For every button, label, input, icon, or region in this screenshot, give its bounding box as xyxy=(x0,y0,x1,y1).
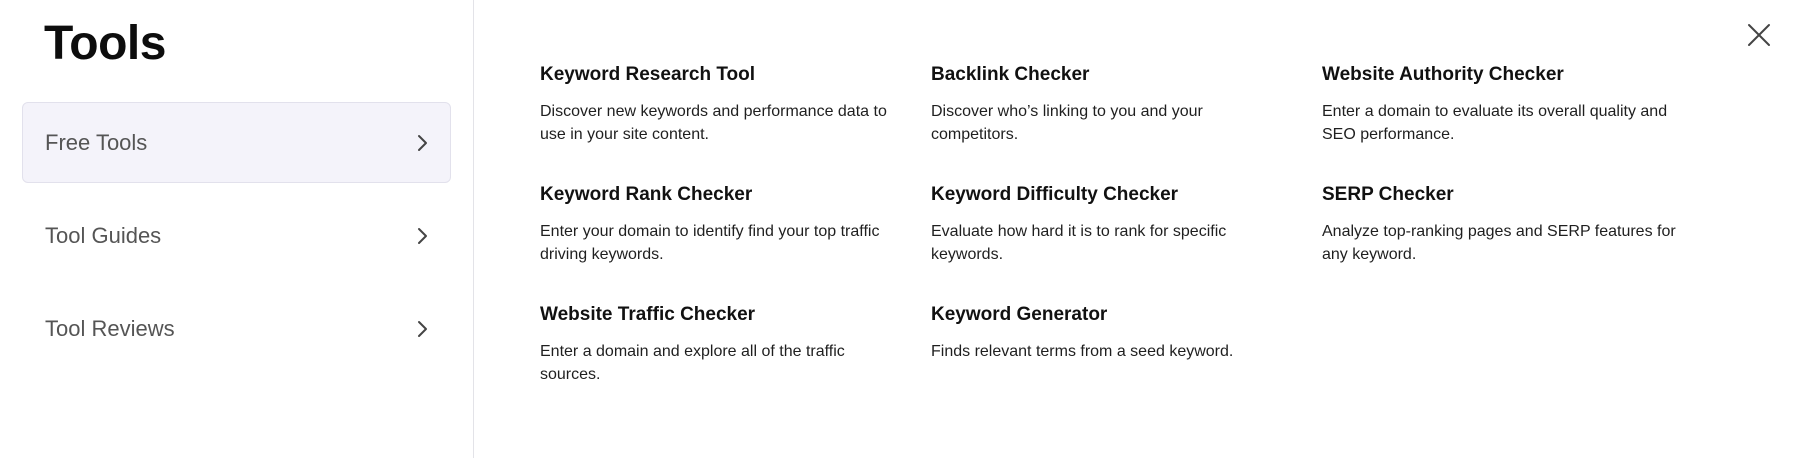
tool-card-serp-checker[interactable] xyxy=(1322,182,1713,266)
sidebar-item-label: Free Tools xyxy=(45,129,148,155)
tool-title: Website Traffic Checker xyxy=(540,304,756,325)
tool-title: Keyword Rank Checker xyxy=(540,184,753,205)
tool-description: Discover who’s linking to you and your competitors. xyxy=(931,103,1203,143)
tools-panel xyxy=(474,0,1800,458)
tool-card-website-traffic[interactable] xyxy=(540,302,931,386)
close-icon[interactable] xyxy=(1746,22,1772,48)
tool-title: SERP Checker xyxy=(1322,184,1454,205)
tool-card-website-authority[interactable] xyxy=(1322,62,1713,146)
chevron-right-icon xyxy=(412,133,432,153)
sidebar-item-tool-reviews[interactable] xyxy=(22,288,451,369)
tool-card-keyword-difficulty[interactable] xyxy=(931,182,1322,266)
sidebar xyxy=(0,0,474,458)
tool-card-backlink-checker[interactable] xyxy=(931,62,1322,146)
tool-description: Discover new keywords and performance data to use in your site content. xyxy=(540,103,887,143)
sidebar-item-label: Tool Reviews xyxy=(45,315,175,341)
tool-card-keyword-rank[interactable] xyxy=(540,182,931,266)
tool-title: Backlink Checker xyxy=(931,64,1090,85)
sidebar-nav xyxy=(22,102,451,369)
tool-description: Enter a domain and explore all of the traffic sources. xyxy=(540,343,845,383)
tool-description: Evaluate how hard it is to rank for specific keywords. xyxy=(931,223,1227,263)
sidebar-item-label: Tool Guides xyxy=(45,222,162,248)
tool-title: Keyword Research Tool xyxy=(540,64,756,85)
chevron-right-icon xyxy=(412,226,432,246)
sidebar-item-free-tools[interactable] xyxy=(22,102,451,183)
tool-card-keyword-research[interactable] xyxy=(540,62,931,146)
tool-title: Website Authority Checker xyxy=(1322,64,1564,85)
tool-title: Keyword Generator xyxy=(931,304,1108,325)
sidebar-title: Tools xyxy=(44,17,166,70)
sidebar-item-tool-guides[interactable] xyxy=(22,195,451,276)
chevron-right-icon xyxy=(412,319,432,339)
tool-title: Keyword Difficulty Checker xyxy=(931,184,1179,205)
tool-description: Analyze top-ranking pages and SERP features for any keyword. xyxy=(1322,223,1676,263)
tool-description: Enter your domain to identify find your top traffic driving keywords. xyxy=(540,223,880,263)
tool-description: Enter a domain to evaluate its overall quality and SEO performance. xyxy=(1322,103,1668,143)
tool-description: Finds relevant terms from a seed keyword. xyxy=(931,343,1234,360)
tools-grid xyxy=(540,62,1740,386)
tool-card-keyword-generator[interactable] xyxy=(931,302,1322,386)
